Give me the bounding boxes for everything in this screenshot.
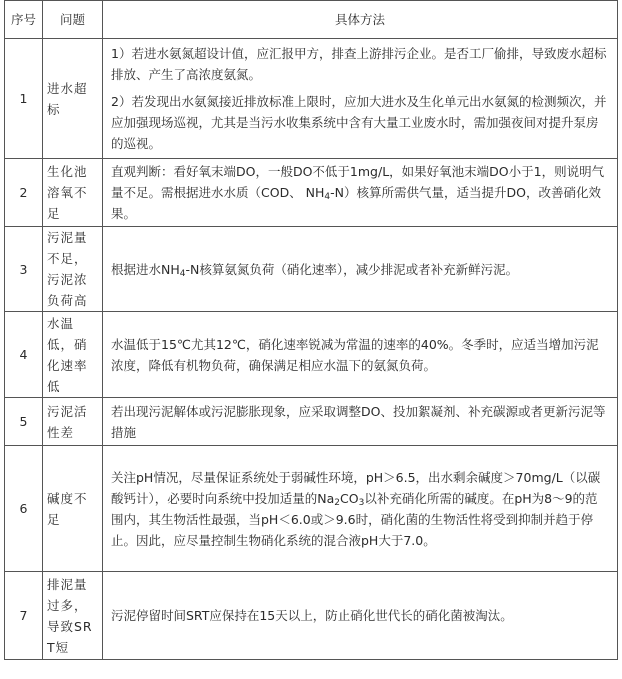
row-problem: 生化池溶氧不足 bbox=[43, 159, 103, 227]
row-method: 直观判断：看好氧末端DO，一般DO不低于1mg/L，如果好氧池末端DO小于1，则说明气量不足。需根据进水水质（COD、 $NH_4-N$）核算所需供气量，适当提升DO，改善硝化效果。 bbox=[103, 159, 618, 227]
table-header-row bbox=[5, 1, 618, 39]
row-problem: 排泥量过多，导致SRT短 bbox=[43, 572, 103, 660]
method-paragraph: 2）若发现出水氨氮接近排放标准上限时，应加大进水及生化单元出水氨氮的检测频次，并应加强现场巡视，尤其是当污水收集系统中含有大量工业废水时，需加强夜间对提升泵房的巡视。 bbox=[111, 94, 607, 151]
row-method bbox=[103, 39, 618, 159]
header-no: 序号 bbox=[5, 1, 43, 39]
row-problem: 污泥量不足，污泥浓负荷高 bbox=[43, 227, 103, 312]
row-number: 3 bbox=[5, 227, 43, 312]
table-row bbox=[5, 159, 618, 227]
table-row bbox=[5, 312, 618, 398]
row-problem: 污泥活性差 bbox=[43, 398, 103, 446]
row-number: 6 bbox=[5, 446, 43, 572]
row-number: 7 bbox=[5, 572, 43, 660]
table-row bbox=[5, 446, 618, 572]
row-number: 5 bbox=[5, 398, 43, 446]
row-method: 根据进水$NH_4-N$核算氨氮负荷（硝化速率），减少排泥或者补充新鲜污泥。 bbox=[103, 227, 618, 312]
table-row bbox=[5, 227, 618, 312]
row-problem: 水温低，硝化速率低 bbox=[43, 312, 103, 398]
row-method: 污泥停留时间SRT应保持在15天以上，防止硝化世代长的硝化菌被淘汰。 bbox=[103, 572, 618, 660]
table-row bbox=[5, 572, 618, 660]
table-row bbox=[5, 39, 618, 159]
methods-table bbox=[4, 0, 618, 660]
row-problem: 碱度不足 bbox=[43, 446, 103, 572]
header-method: 具体方法 bbox=[103, 1, 618, 39]
row-method: 若出现污泥解体或污泥膨胀现象，应采取调整DO、投加絮凝剂、补充碳源或者更新污泥等措施 bbox=[103, 398, 618, 446]
row-number: 4 bbox=[5, 312, 43, 398]
header-problem: 问题 bbox=[43, 1, 103, 39]
row-method: 水温低于15℃尤其12℃，硝化速率锐减为常温的速率的40%。冬季时，应适当增加污泥浓度，降低有机物负荷，确保满足相应水温下的氨氮负荷。 bbox=[103, 312, 618, 398]
row-number: 1 bbox=[5, 39, 43, 159]
table-row bbox=[5, 398, 618, 446]
method-paragraph: 1）若进水氨氮超设计值，应汇报甲方，排查上游排污企业。是否工厂偷排，导致废水超标排放、产生了高浓度氨氮。 bbox=[111, 46, 607, 82]
row-problem: 进水超标 bbox=[43, 39, 103, 159]
row-number: 2 bbox=[5, 159, 43, 227]
row-method: 关注pH情况，尽量保证系统处于弱碱性环境，pH＞6.5，出水剩余碱度＞70mg/L（以碳酸钙计），必要时向系统中投加适量的$Na_2CO_3$以补充硝化所需的碱度。在pH为8～9的范围内，其生物活性最强，当pH＜6.0或＞9.6时，硝化菌的生物活性将受到抑制并趋于停止。因此，应尽量控制生物硝化系统的混合液pH大于7.0。 bbox=[103, 446, 618, 572]
